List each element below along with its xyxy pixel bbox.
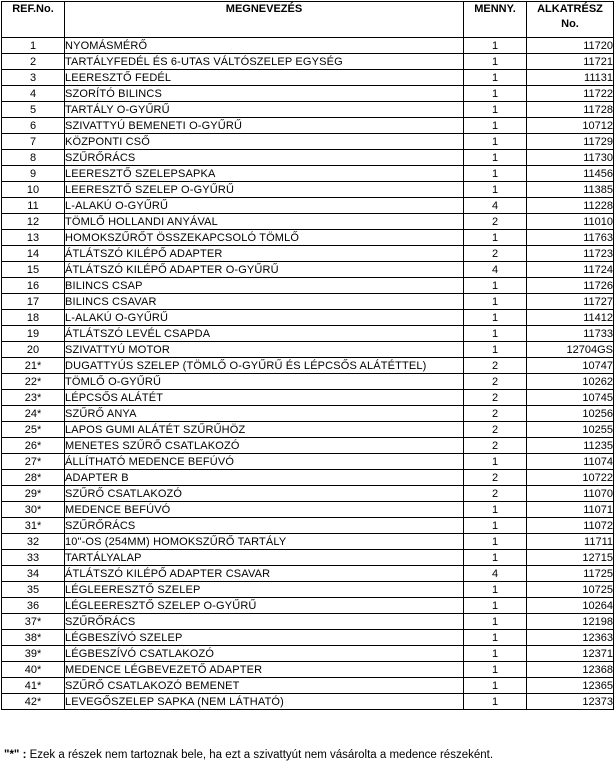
name-cell: ADAPTER B (65, 470, 464, 486)
part-number-cell: 12373 (527, 694, 614, 710)
table-row (2, 662, 614, 678)
name-cell: ÁLLÍTHATÓ MEDENCE BEFÚVÓ (65, 454, 464, 470)
ref-cell: 29* (2, 486, 65, 502)
ref-cell: 2 (2, 54, 65, 70)
quantity-cell: 1 (464, 598, 527, 614)
table-row (2, 246, 614, 262)
ref-cell: 7 (2, 134, 65, 150)
quantity-cell: 2 (464, 246, 527, 262)
table-row (2, 278, 614, 294)
quantity-cell: 1 (464, 166, 527, 182)
ref-cell: 37* (2, 614, 65, 630)
name-cell: LEERESZTŐ SZELEPSAPKA (65, 166, 464, 182)
name-cell: LEERESZTŐ FEDÉL (65, 70, 464, 86)
table-row (2, 86, 614, 102)
name-cell: SZIVATTYÚ BEMENETI O-GYŰRŰ (65, 118, 464, 134)
part-number-cell: 12715 (527, 550, 614, 566)
name-cell: LÉGBESZÍVÓ SZELEP (65, 630, 464, 646)
quantity-cell: 1 (464, 342, 527, 358)
name-cell: ÁTLÁTSZÓ LEVÉL CSAPDA (65, 326, 464, 342)
quantity-cell: 2 (464, 438, 527, 454)
name-cell: DUGATTYÚS SZELEP (TÖMLŐ O-GYŰRŰ ÉS LÉPCSŐS ALÁTÉTTEL) (65, 358, 464, 374)
table-row (2, 518, 614, 534)
quantity-cell: 1 (464, 38, 527, 54)
parts-table (1, 1, 614, 710)
quantity-cell: 1 (464, 694, 527, 710)
table-row (2, 566, 614, 582)
name-cell: SZŰRŐRÁCS (65, 518, 464, 534)
ref-cell: 11 (2, 198, 65, 214)
ref-cell: 31* (2, 518, 65, 534)
ref-cell: 42* (2, 694, 65, 710)
ref-cell: 30* (2, 502, 65, 518)
table-row (2, 614, 614, 630)
quantity-header: MENNY. (464, 2, 527, 38)
quantity-cell: 1 (464, 182, 527, 198)
table-row (2, 310, 614, 326)
name-cell: SZORÍTÓ BILINCS (65, 86, 464, 102)
ref-cell: 23* (2, 390, 65, 406)
name-cell: LÉPCSŐS ALÁTÉT (65, 390, 464, 406)
quantity-cell: 1 (464, 310, 527, 326)
name-cell: TARTÁLYALAP (65, 550, 464, 566)
ref-cell: 36 (2, 598, 65, 614)
name-cell: 10"-OS (254MM) HOMOKSZŰRŐ TARTÁLY (65, 534, 464, 550)
ref-cell: 10 (2, 182, 65, 198)
ref-cell: 17 (2, 294, 65, 310)
quantity-cell: 1 (464, 70, 527, 86)
name-cell: LEERESZTŐ SZELEP O-GYŰRŰ (65, 182, 464, 198)
part-number-cell: 11711 (527, 534, 614, 550)
part-number-cell: 11728 (527, 102, 614, 118)
ref-cell: 18 (2, 310, 65, 326)
footnote-marker: "*" : (4, 749, 27, 761)
quantity-cell: 1 (464, 534, 527, 550)
table-row (2, 262, 614, 278)
table-row (2, 630, 614, 646)
quantity-cell: 1 (464, 454, 527, 470)
ref-cell: 15 (2, 262, 65, 278)
ref-cell: 13 (2, 230, 65, 246)
ref-cell: 8 (2, 150, 65, 166)
name-cell: TÖMLŐ O-GYŰRŰ (65, 374, 464, 390)
ref-cell: 41* (2, 678, 65, 694)
part-number-cell: 11412 (527, 310, 614, 326)
name-cell: BILINCS CSAVAR (65, 294, 464, 310)
name-cell: L-ALAKÚ O-GYŰRŰ (65, 310, 464, 326)
quantity-cell: 1 (464, 150, 527, 166)
name-cell: HOMOKSZŰRŐT ÖSSZEKAPCSOLÓ TÖMLŐ (65, 230, 464, 246)
part-number-cell: 11730 (527, 150, 614, 166)
part-number-cell: 11722 (527, 86, 614, 102)
name-header: MEGNEVEZÉS (65, 2, 464, 38)
quantity-cell: 1 (464, 134, 527, 150)
table-row (2, 582, 614, 598)
quantity-cell: 1 (464, 230, 527, 246)
table-row (2, 694, 614, 710)
table-row (2, 70, 614, 86)
table-row (2, 406, 614, 422)
part-number-cell: 12704GS (527, 342, 614, 358)
table-row (2, 550, 614, 566)
ref-cell: 3 (2, 70, 65, 86)
ref-cell: 4 (2, 86, 65, 102)
quantity-cell: 1 (464, 502, 527, 518)
ref-cell: 21* (2, 358, 65, 374)
ref-cell: 22* (2, 374, 65, 390)
name-cell: LÉGBESZÍVÓ CSATLAKOZÓ (65, 646, 464, 662)
quantity-cell: 2 (464, 406, 527, 422)
ref-cell: 34 (2, 566, 65, 582)
table-header-row (2, 2, 614, 38)
part-number-cell: 10262 (527, 374, 614, 390)
footnote (4, 749, 493, 761)
name-cell: SZŰRŐ CSATLAKOZÓ BEMENET (65, 678, 464, 694)
ref-cell: 1 (2, 38, 65, 54)
part-number-cell: 12198 (527, 614, 614, 630)
name-cell: BILINCS CSAP (65, 278, 464, 294)
name-cell: SZŰRŐRÁCS (65, 614, 464, 630)
part-number-cell: 11070 (527, 486, 614, 502)
part-number-cell: 11385 (527, 182, 614, 198)
quantity-cell: 1 (464, 326, 527, 342)
quantity-cell: 4 (464, 262, 527, 278)
part-number-cell: 10745 (527, 390, 614, 406)
table-row (2, 534, 614, 550)
table-row (2, 38, 614, 54)
footnote-text: Ezek a részek nem tartoznak bele, ha ezt a szivattyút nem vásárolta a medence részeként. (29, 749, 494, 761)
table-body (2, 38, 614, 710)
table-row (2, 678, 614, 694)
name-cell: ÁTLÁTSZÓ KILÉPŐ ADAPTER (65, 246, 464, 262)
part-no-header: ALKATRÉSZ No. (527, 2, 614, 38)
name-cell: LÉGLEERESZTŐ SZELEP O-GYŰRŰ (65, 598, 464, 614)
table-row (2, 454, 614, 470)
quantity-cell: 4 (464, 198, 527, 214)
ref-cell: 40* (2, 662, 65, 678)
ref-no-header: REF.No. (2, 2, 65, 38)
name-cell: SZŰRŐ CSATLAKOZÓ (65, 486, 464, 502)
part-number-cell: 11720 (527, 38, 614, 54)
ref-cell: 39* (2, 646, 65, 662)
quantity-cell: 1 (464, 54, 527, 70)
quantity-cell: 4 (464, 566, 527, 582)
ref-cell: 12 (2, 214, 65, 230)
part-number-cell: 11729 (527, 134, 614, 150)
table-row (2, 198, 614, 214)
name-cell: SZIVATTYÚ MOTOR (65, 342, 464, 358)
part-number-cell: 10725 (527, 582, 614, 598)
quantity-cell: 2 (464, 470, 527, 486)
ref-cell: 14 (2, 246, 65, 262)
ref-cell: 16 (2, 278, 65, 294)
ref-cell: 32 (2, 534, 65, 550)
quantity-cell: 1 (464, 86, 527, 102)
name-cell: MEDENCE BEFÚVÓ (65, 502, 464, 518)
part-number-cell: 11733 (527, 326, 614, 342)
part-number-cell: 12368 (527, 662, 614, 678)
part-number-cell: 11235 (527, 438, 614, 454)
quantity-cell: 1 (464, 118, 527, 134)
quantity-cell: 1 (464, 550, 527, 566)
ref-cell: 19 (2, 326, 65, 342)
name-cell: LAPOS GUMI ALÁTÉT SZŰRŰHÖZ (65, 422, 464, 438)
part-number-cell: 11721 (527, 54, 614, 70)
name-cell: TARTÁLYFEDÉL ÉS 6-UTAS VÁLTÓSZELEP EGYSÉG (65, 54, 464, 70)
table-row (2, 646, 614, 662)
ref-cell: 9 (2, 166, 65, 182)
quantity-cell: 2 (464, 358, 527, 374)
name-cell: NYOMÁSMÉRŐ (65, 38, 464, 54)
part-number-cell: 11228 (527, 198, 614, 214)
ref-cell: 28* (2, 470, 65, 486)
part-number-cell: 12365 (527, 678, 614, 694)
quantity-cell: 1 (464, 294, 527, 310)
table-row (2, 598, 614, 614)
part-number-cell: 11724 (527, 262, 614, 278)
name-cell: MEDENCE LÉGBEVEZETŐ ADAPTER (65, 662, 464, 678)
table-row (2, 342, 614, 358)
part-number-cell: 11072 (527, 518, 614, 534)
name-cell: KÖZPONTI CSŐ (65, 134, 464, 150)
quantity-cell: 2 (464, 374, 527, 390)
part-number-cell: 10722 (527, 470, 614, 486)
table-row (2, 166, 614, 182)
table-row (2, 326, 614, 342)
name-cell: TÖMLŐ HOLLANDI ANYÁVAL (65, 214, 464, 230)
table-row (2, 214, 614, 230)
quantity-cell: 1 (464, 582, 527, 598)
table-row (2, 182, 614, 198)
ref-cell: 26* (2, 438, 65, 454)
name-cell: LEVEGŐSZELEP SAPKA (NEM LÁTHATÓ) (65, 694, 464, 710)
quantity-cell: 2 (464, 390, 527, 406)
quantity-cell: 1 (464, 678, 527, 694)
part-number-cell: 11074 (527, 454, 614, 470)
table-row (2, 294, 614, 310)
table-row (2, 358, 614, 374)
ref-cell: 25* (2, 422, 65, 438)
part-number-cell: 11071 (527, 502, 614, 518)
table-row (2, 502, 614, 518)
part-number-cell: 10747 (527, 358, 614, 374)
ref-cell: 35 (2, 582, 65, 598)
name-cell: TARTÁLY O-GYŰRŰ (65, 102, 464, 118)
table-row (2, 118, 614, 134)
name-cell: ÁTLÁTSZÓ KILÉPŐ ADAPTER O-GYŰRŰ (65, 262, 464, 278)
part-number-cell: 11131 (527, 70, 614, 86)
ref-cell: 24* (2, 406, 65, 422)
name-cell: ÁTLÁTSZÓ KILÉPŐ ADAPTER CSAVAR (65, 566, 464, 582)
table-row (2, 134, 614, 150)
ref-cell: 27* (2, 454, 65, 470)
part-number-cell: 10256 (527, 406, 614, 422)
quantity-cell: 2 (464, 214, 527, 230)
quantity-cell: 1 (464, 662, 527, 678)
part-number-cell: 11010 (527, 214, 614, 230)
name-cell: L-ALAKÚ O-GYŰRŰ (65, 198, 464, 214)
ref-cell: 5 (2, 102, 65, 118)
quantity-cell: 1 (464, 102, 527, 118)
quantity-cell: 1 (464, 630, 527, 646)
quantity-cell: 1 (464, 614, 527, 630)
name-cell: LÉGLEERESZTŐ SZELEP (65, 582, 464, 598)
part-number-cell: 11763 (527, 230, 614, 246)
table-row (2, 486, 614, 502)
table-row (2, 470, 614, 486)
part-number-cell: 10712 (527, 118, 614, 134)
part-number-cell: 11456 (527, 166, 614, 182)
part-number-cell: 11725 (527, 566, 614, 582)
table-row (2, 230, 614, 246)
table-row (2, 390, 614, 406)
table-row (2, 102, 614, 118)
ref-cell: 6 (2, 118, 65, 134)
quantity-cell: 2 (464, 422, 527, 438)
part-number-cell: 10264 (527, 598, 614, 614)
ref-cell: 33 (2, 550, 65, 566)
name-cell: SZŰRŐ ANYA (65, 406, 464, 422)
ref-cell: 20 (2, 342, 65, 358)
part-number-cell: 12363 (527, 630, 614, 646)
quantity-cell: 2 (464, 486, 527, 502)
name-cell: SZŰRŐRÁCS (65, 150, 464, 166)
quantity-cell: 1 (464, 278, 527, 294)
part-number-cell: 10255 (527, 422, 614, 438)
name-cell: MENETES SZŰRŐ CSATLAKOZÓ (65, 438, 464, 454)
part-number-cell: 11727 (527, 294, 614, 310)
part-number-cell: 12371 (527, 646, 614, 662)
part-number-cell: 11726 (527, 278, 614, 294)
table-row (2, 54, 614, 70)
table-row (2, 438, 614, 454)
part-number-cell: 11723 (527, 246, 614, 262)
table-row (2, 422, 614, 438)
ref-cell: 38* (2, 630, 65, 646)
quantity-cell: 1 (464, 646, 527, 662)
quantity-cell: 1 (464, 518, 527, 534)
table-row (2, 150, 614, 166)
table-row (2, 374, 614, 390)
